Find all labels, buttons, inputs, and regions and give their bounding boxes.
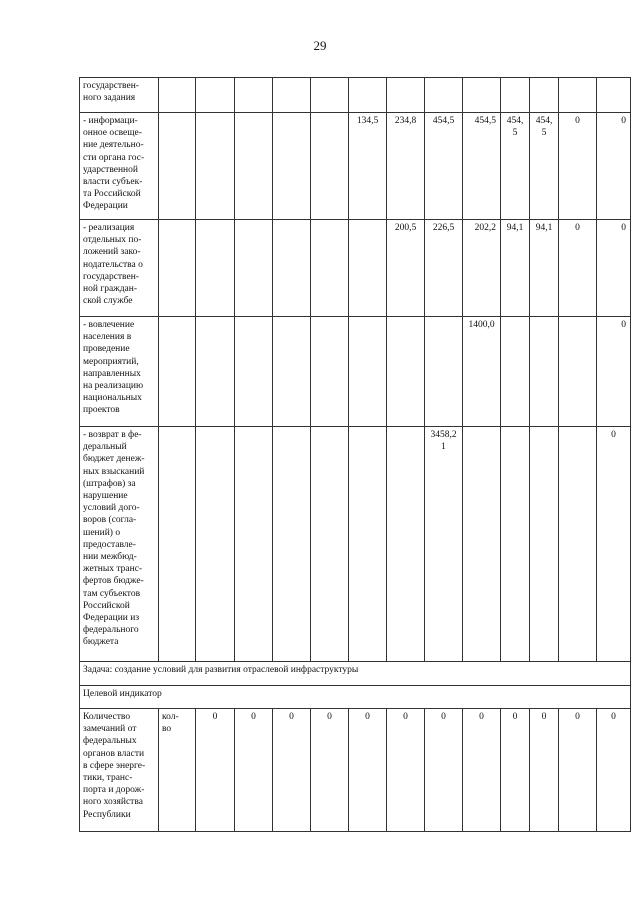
row-label: Количество замечаний от федеральных органов власти в сфере энерге- тики, транс- порта и дорож- ного хозяйства Республики — [80, 709, 159, 832]
table-cell — [273, 317, 311, 427]
unit-cell: кол- во — [159, 709, 196, 832]
table-cell: 134,5 — [349, 113, 387, 220]
table-cell — [530, 427, 559, 662]
table-cell — [311, 220, 349, 317]
budget-table — [79, 77, 631, 832]
row-label: - информаци- онное освеще- ние деятельно- сти органа гос- ударственной власти субъек- та Российской Федерации — [80, 113, 159, 220]
table-row — [80, 220, 631, 317]
table-cell — [311, 113, 349, 220]
table-cell — [530, 317, 559, 427]
table-cell: 454, 5 — [501, 113, 530, 220]
table-cell — [311, 317, 349, 427]
table-cell: 0 — [387, 709, 425, 832]
table-cell — [349, 317, 387, 427]
table-cell: 234,8 — [387, 113, 425, 220]
table-cell — [159, 113, 196, 220]
table-row — [80, 78, 631, 113]
table-cell — [559, 427, 597, 662]
table-cell — [159, 78, 196, 113]
table-cell — [273, 113, 311, 220]
row-label: государствен- ного задания — [80, 78, 159, 113]
table-cell — [196, 317, 235, 427]
table-cell — [530, 78, 559, 113]
table-cell — [196, 427, 235, 662]
table-cell: 0 — [235, 709, 273, 832]
table-cell: 0 — [530, 709, 559, 832]
table-cell — [235, 427, 273, 662]
table-row — [80, 113, 631, 220]
table-cell — [387, 78, 425, 113]
table-cell — [235, 78, 273, 113]
table-cell: 94,1 — [501, 220, 530, 317]
table-cell: 200,5 — [387, 220, 425, 317]
table-cell: 226,5 — [425, 220, 463, 317]
table-cell — [311, 427, 349, 662]
row-label: - вовлечение населения в проведение мероприятий, направленных на реализацию национальных проектов — [80, 317, 159, 427]
table-cell: 0 — [597, 317, 631, 427]
table-cell: 0 — [559, 220, 597, 317]
table-cell — [235, 220, 273, 317]
table-cell — [501, 317, 530, 427]
table-cell — [501, 427, 530, 662]
table-cell: 0 — [463, 709, 501, 832]
table-cell: 0 — [273, 709, 311, 832]
table-cell: 0 — [501, 709, 530, 832]
table-row — [80, 709, 631, 832]
task-heading: Задача: создание условий для развития отраслевой инфраструктуры — [80, 662, 631, 686]
table-cell — [235, 317, 273, 427]
table-cell — [463, 78, 501, 113]
table-cell — [196, 220, 235, 317]
table-cell: 0 — [425, 709, 463, 832]
table-cell — [597, 78, 631, 113]
table-cell — [349, 78, 387, 113]
table-cell: 454,5 — [463, 113, 501, 220]
table-cell: 0 — [311, 709, 349, 832]
table-cell: 0 — [559, 113, 597, 220]
indicator-heading: Целевой индикатор — [80, 686, 631, 709]
row-label: - реализация отдельных по- ложений зако- нодательства о государствен- ной граждан- ской службе — [80, 220, 159, 317]
table-cell — [349, 220, 387, 317]
table-cell: 454,5 — [425, 113, 463, 220]
table-cell: 0 — [559, 709, 597, 832]
table-cell: 0 — [597, 113, 631, 220]
table-cell — [159, 220, 196, 317]
table-row — [80, 662, 631, 686]
table-cell — [196, 78, 235, 113]
table-row — [80, 317, 631, 427]
table-cell — [235, 113, 273, 220]
table-cell — [387, 317, 425, 427]
table-row — [80, 427, 631, 662]
table-cell — [559, 317, 597, 427]
table-cell — [273, 427, 311, 662]
table-cell: 202,2 — [463, 220, 501, 317]
row-label: - возврат в фе- деральный бюджет денеж- ных взысканий (штрафов) за нарушение условий дого- воров (согла- шений) о предоставле- нии межбюд- жетных транс- фертов бюдже- там субъектов Российской Федерации из федерального бюджета — [80, 427, 159, 662]
table-cell — [463, 427, 501, 662]
table-cell — [559, 78, 597, 113]
table-cell: 0 — [597, 427, 631, 662]
table-cell — [501, 78, 530, 113]
table-cell — [273, 78, 311, 113]
table-cell — [349, 427, 387, 662]
table-cell — [425, 78, 463, 113]
table-cell: 1400,0 — [463, 317, 501, 427]
table-cell — [273, 220, 311, 317]
table-cell: 3458,2 1 — [425, 427, 463, 662]
table-cell — [159, 427, 196, 662]
table-cell — [159, 317, 196, 427]
table-cell — [387, 427, 425, 662]
table-row — [80, 686, 631, 709]
table-cell: 0 — [597, 709, 631, 832]
table-cell: 94,1 — [530, 220, 559, 317]
table-cell: 0 — [597, 220, 631, 317]
table-cell: 0 — [349, 709, 387, 832]
table-cell — [311, 78, 349, 113]
table-cell — [425, 317, 463, 427]
table-cell: 0 — [196, 709, 235, 832]
page-number: 29 — [313, 38, 327, 53]
table-cell: 454, 5 — [530, 113, 559, 220]
table-cell — [196, 113, 235, 220]
